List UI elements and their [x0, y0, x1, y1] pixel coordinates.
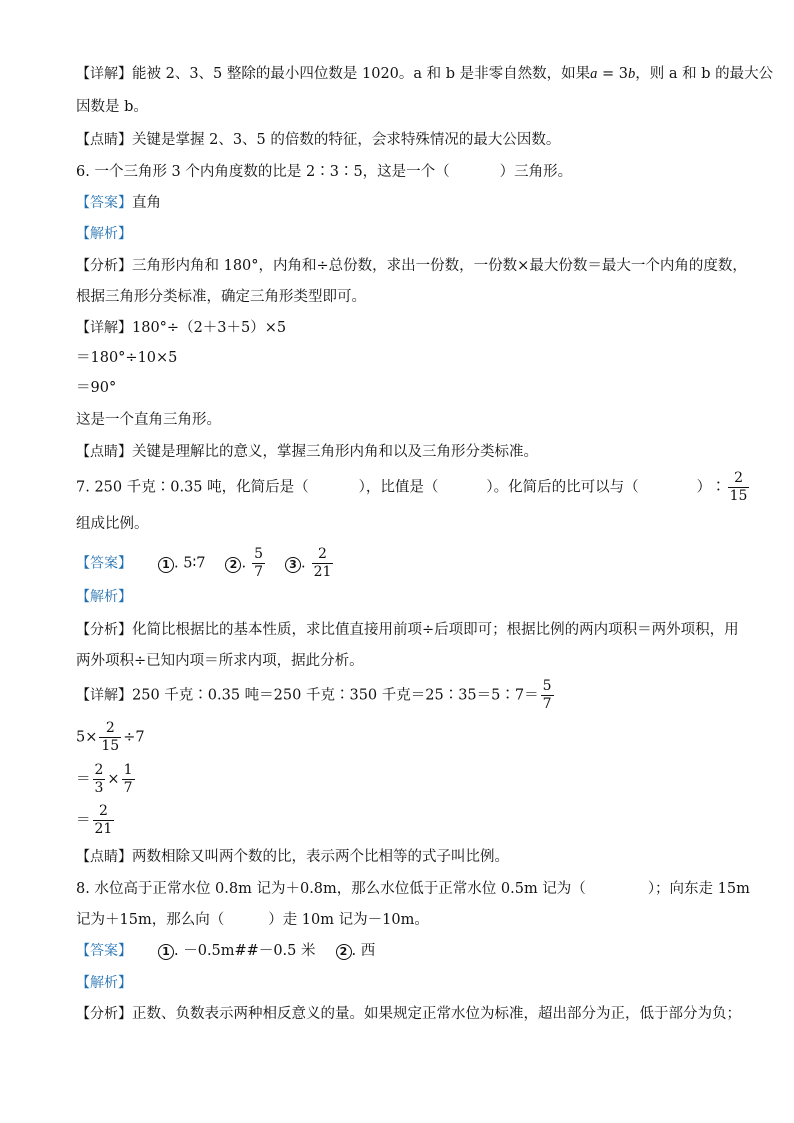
- line-answer-6: 【答案】直角: [76, 195, 161, 211]
- line-point-6: 【点睛】关键是理解比的意义，掌握三角形内角和以及三角形分类标准。: [76, 444, 538, 460]
- line-analysis-6: [76, 224, 132, 244]
- line-analysis-7: [76, 587, 132, 607]
- label-point: 【点睛】: [76, 132, 132, 148]
- question-6: 6. 一个三角形 3 个内角度数的比是 2∶3∶5，这是一个（ ）三角形。: [76, 164, 573, 180]
- label-detail: 【详解】: [76, 66, 132, 82]
- line-detail-7: 【详解】250 千克∶0.35 吨＝250 千克∶350 千克＝25∶35＝5∶7＝ $\frac{5}{7}$: [76, 678, 552, 712]
- line-answer-8: 【答案】 1 . －0.5m##－0.5 米 2 . 西: [76, 943, 376, 959]
- line-fenxi-6: 【分析】三角形内角和 180°，内角和÷总份数，求出一份数，一份数×最大份数＝最大一个内角的度数，: [76, 258, 747, 274]
- calc-line: 5× $\frac{2}{15}$ ÷7: [76, 720, 145, 754]
- calc-line: ＝ $\frac{2}{3}$ × $\frac{1}{7}$: [76, 762, 133, 796]
- fraction: $\frac{2}{3}$: [94, 762, 104, 796]
- circled-number: 3: [285, 557, 301, 573]
- label-answer: 【答案】: [76, 555, 132, 572]
- line-analysis-8: [76, 973, 132, 993]
- line-fenxi-7b: 两外项积÷已知内项＝所求内项，据此分析。: [76, 653, 364, 669]
- fraction: $\frac{2}{15}$: [101, 720, 120, 754]
- line-detail-1: 【详解】能被 2、3、5 整除的最小四位数是 1020。a 和 b 是非零自然数，如果a = 3b，则 a 和 b 的最大公: [76, 66, 774, 82]
- label-point: 【点睛】: [76, 444, 132, 460]
- conclusion-line: 这是一个直角三角形。: [76, 412, 221, 428]
- calc-line: ＝90°: [76, 380, 117, 396]
- label-point: 【点睛】: [76, 849, 132, 865]
- circled-number: 2: [336, 944, 352, 960]
- label-fenxi: 【分析】: [76, 1006, 132, 1022]
- fraction: $\frac{1}{7}$: [123, 762, 133, 796]
- fraction: $\frac{2}{15}$: [729, 470, 748, 504]
- label-answer: 【答案】: [76, 195, 132, 211]
- line-point-1: 【点睛】关键是掌握 2、3、5 的倍数的特征，会求特殊情况的最大公因数。: [76, 132, 561, 148]
- label-analysis: 【解析】: [76, 226, 132, 242]
- circled-number: 1: [158, 557, 174, 573]
- fraction: $\frac{2}{21}$: [94, 803, 113, 837]
- label-answer: 【答案】: [76, 943, 132, 959]
- line-detail-2: 因数是 b。: [76, 99, 148, 115]
- line-fenxi-6b: 根据三角形分类标准，确定三角形类型即可。: [76, 289, 366, 305]
- line-answer-7: 【答案】 1 . 5∶7 2 . $\frac{5}{7}$ 3 . $\frac{2}{21}$: [76, 546, 332, 580]
- calc-line: ＝180°÷10×5: [76, 350, 178, 366]
- question-7: 7. 250 千克∶0.35 吨，化简后是（ ），比值是（ ）。化简后的比可以与（ ）∶ $\frac{2}{15}$: [76, 470, 748, 504]
- circled-number: 1: [158, 944, 174, 960]
- line-fenxi-8: 【分析】正数、负数表示两种相反意义的量。如果规定正常水位为标准，超出部分为正，低于部分为负；: [76, 1006, 741, 1022]
- label-analysis: 【解析】: [76, 589, 132, 605]
- fraction: $\frac{5}{7}$: [542, 678, 552, 712]
- line-fenxi-7: 【分析】化简比根据比的基本性质，求比值直接用前项÷后项即可；根据比例的两内项积＝两外项积，用: [76, 622, 739, 638]
- label-detail: 【详解】: [76, 320, 132, 336]
- label-fenxi: 【分析】: [76, 622, 132, 638]
- fraction: $\frac{5}{7}$: [254, 546, 263, 580]
- question-8: 8. 水位高于正常水位 0.8m 记为＋0.8m，那么水位低于正常水位 0.5m 记为（ ）；向东走 15m: [76, 881, 750, 897]
- question-7b: 组成比例。: [76, 516, 149, 532]
- fraction: $\frac{2}{21}$: [313, 546, 332, 580]
- line-point-7: 【点睛】两数相除又叫两个数的比，表示两个比相等的式子叫比例。: [76, 849, 509, 865]
- circled-number: 2: [225, 557, 241, 573]
- calc-line: ＝ $\frac{2}{21}$: [76, 803, 113, 837]
- line-detail-6: 【详解】180°÷（2＋3＋5）×5: [76, 320, 287, 336]
- label-fenxi: 【分析】: [76, 258, 132, 274]
- question-8b: 记为＋15m，那么向（ ）走 10m 记为－10m。: [76, 912, 429, 928]
- label-detail: 【详解】: [76, 687, 132, 704]
- label-analysis: 【解析】: [76, 975, 132, 991]
